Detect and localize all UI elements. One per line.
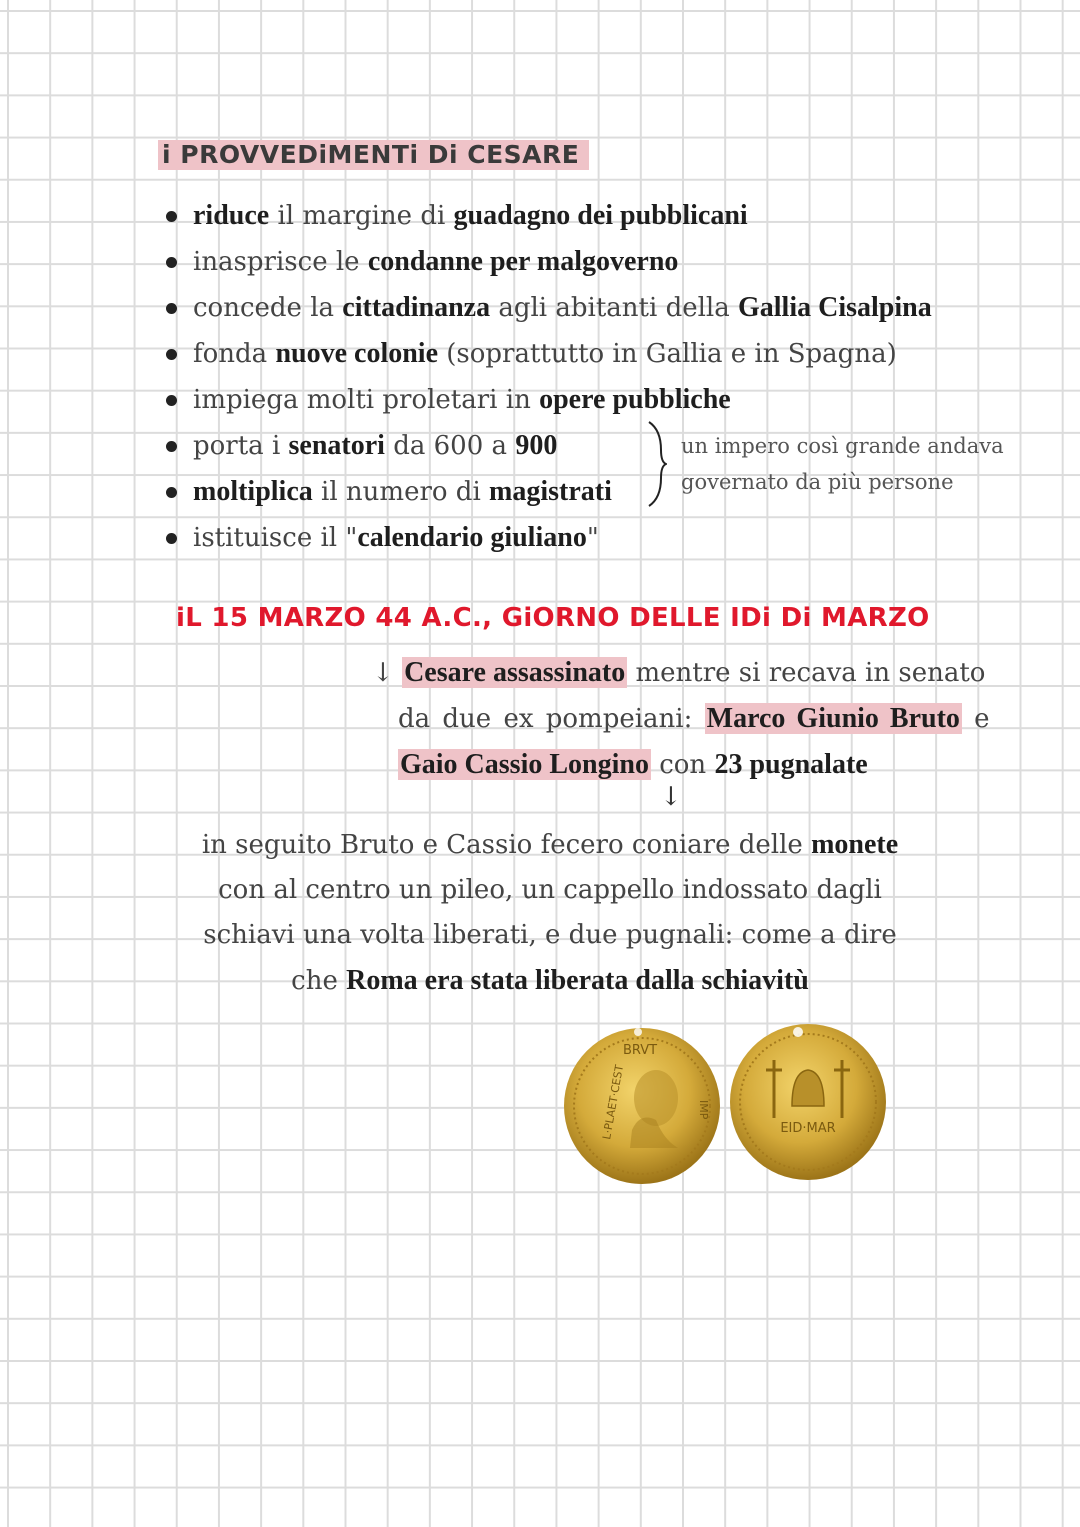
- coin-inscription: EID·MAR: [780, 1121, 836, 1136]
- side-note-line: un impero così grande andava: [681, 434, 1004, 458]
- bold-text: cittadinanza: [342, 292, 491, 323]
- bold-monete: monete: [811, 829, 899, 860]
- bold-roma-liberata: Roma era stata liberata dalla schiavitù: [346, 965, 809, 996]
- text: fonda: [193, 339, 276, 369]
- assassination-line: [372, 742, 1002, 788]
- coins-line: con al centro un pileo, un cappello indossato dagli: [218, 875, 882, 905]
- down-arrow-icon: ↓: [660, 782, 682, 812]
- bold-text: nuove colonie: [275, 338, 438, 369]
- coins-line: schiavi una volta liberati, e due pugnali: come a dire: [203, 920, 897, 950]
- measure-item: [160, 193, 748, 239]
- bold-text: riduce: [193, 200, 270, 231]
- measure-item: [160, 515, 680, 561]
- bold-text: moltiplica: [193, 476, 313, 507]
- coin-inscription: L·PLAET·CEST: [600, 1063, 627, 1141]
- coins-line: [170, 822, 930, 868]
- coin-reverse: [730, 1024, 886, 1180]
- text: da 600 a: [384, 431, 516, 461]
- bold-text: senatori: [288, 430, 385, 461]
- text: mentre si recava in senato: [627, 658, 986, 688]
- text: istituisce il ": [193, 523, 358, 553]
- text: porta i: [193, 431, 289, 461]
- bold-text: calendario giuliano: [357, 522, 587, 553]
- measure-item: [160, 423, 680, 469]
- bold-23-pugnalate: 23 pugnalate: [714, 749, 868, 780]
- bold-text: opere pubbliche: [539, 384, 731, 415]
- text: e: [961, 704, 990, 734]
- text: che: [291, 966, 347, 996]
- text: con: [650, 750, 715, 780]
- coins-line: [170, 958, 930, 1004]
- bold-text: magistrati: [489, 476, 612, 507]
- highlight-bruto: Marco Giunio Bruto: [706, 703, 960, 734]
- text: il numero di: [312, 477, 490, 507]
- text: agli abitanti della: [490, 293, 738, 323]
- measure-item: [160, 469, 680, 515]
- coins-paragraph: [170, 822, 930, 1004]
- side-note-line: governato da più persone: [681, 470, 954, 494]
- bold-text: 900: [515, 430, 558, 461]
- bold-text: condanne per malgoverno: [367, 246, 679, 277]
- coin-inscription: BRVT: [622, 1043, 658, 1058]
- text: il margine di: [269, 201, 454, 231]
- down-arrow-icon: ↓: [372, 658, 394, 688]
- coins-image: [560, 1020, 890, 1185]
- measure-item: [160, 239, 680, 285]
- brace-symbol: [645, 420, 667, 508]
- text: impiega molti proletari in: [193, 385, 540, 415]
- text: concede la: [193, 293, 343, 323]
- measure-item: [160, 377, 731, 423]
- bold-text: guadagno dei pubblicani: [453, 200, 748, 231]
- coin-inscription: IMP: [697, 1100, 710, 1120]
- side-note: [681, 428, 1021, 500]
- text: ": [586, 523, 599, 553]
- highlight-cesare-assassinato: Cesare assassinato: [404, 657, 626, 688]
- assassination-paragraph: [372, 650, 1002, 788]
- highlight-cassio: Gaio Cassio Longino: [400, 749, 649, 780]
- bold-text: Gallia Cisalpina: [738, 292, 932, 323]
- text: in seguito Bruto e Cassio fecero coniare delle: [201, 830, 812, 860]
- assassination-line: [372, 650, 1002, 696]
- measure-item: [160, 331, 897, 377]
- assassination-line: [372, 696, 1002, 742]
- text: da due ex pompeiani:: [398, 704, 705, 734]
- text: (soprattutto in Gallia e in Spagna): [438, 339, 897, 369]
- section-title-idi-di-marzo: iL 15 MARZO 44 A.C., GiORNO DELLE IDi Di MARZO: [176, 603, 930, 633]
- section-title-provvedimenti: i PROVVEDiMENTi Di CESARE: [158, 140, 589, 170]
- measure-item: [160, 285, 932, 331]
- coin-obverse: [564, 1028, 720, 1184]
- text: inasprisce le: [193, 247, 368, 277]
